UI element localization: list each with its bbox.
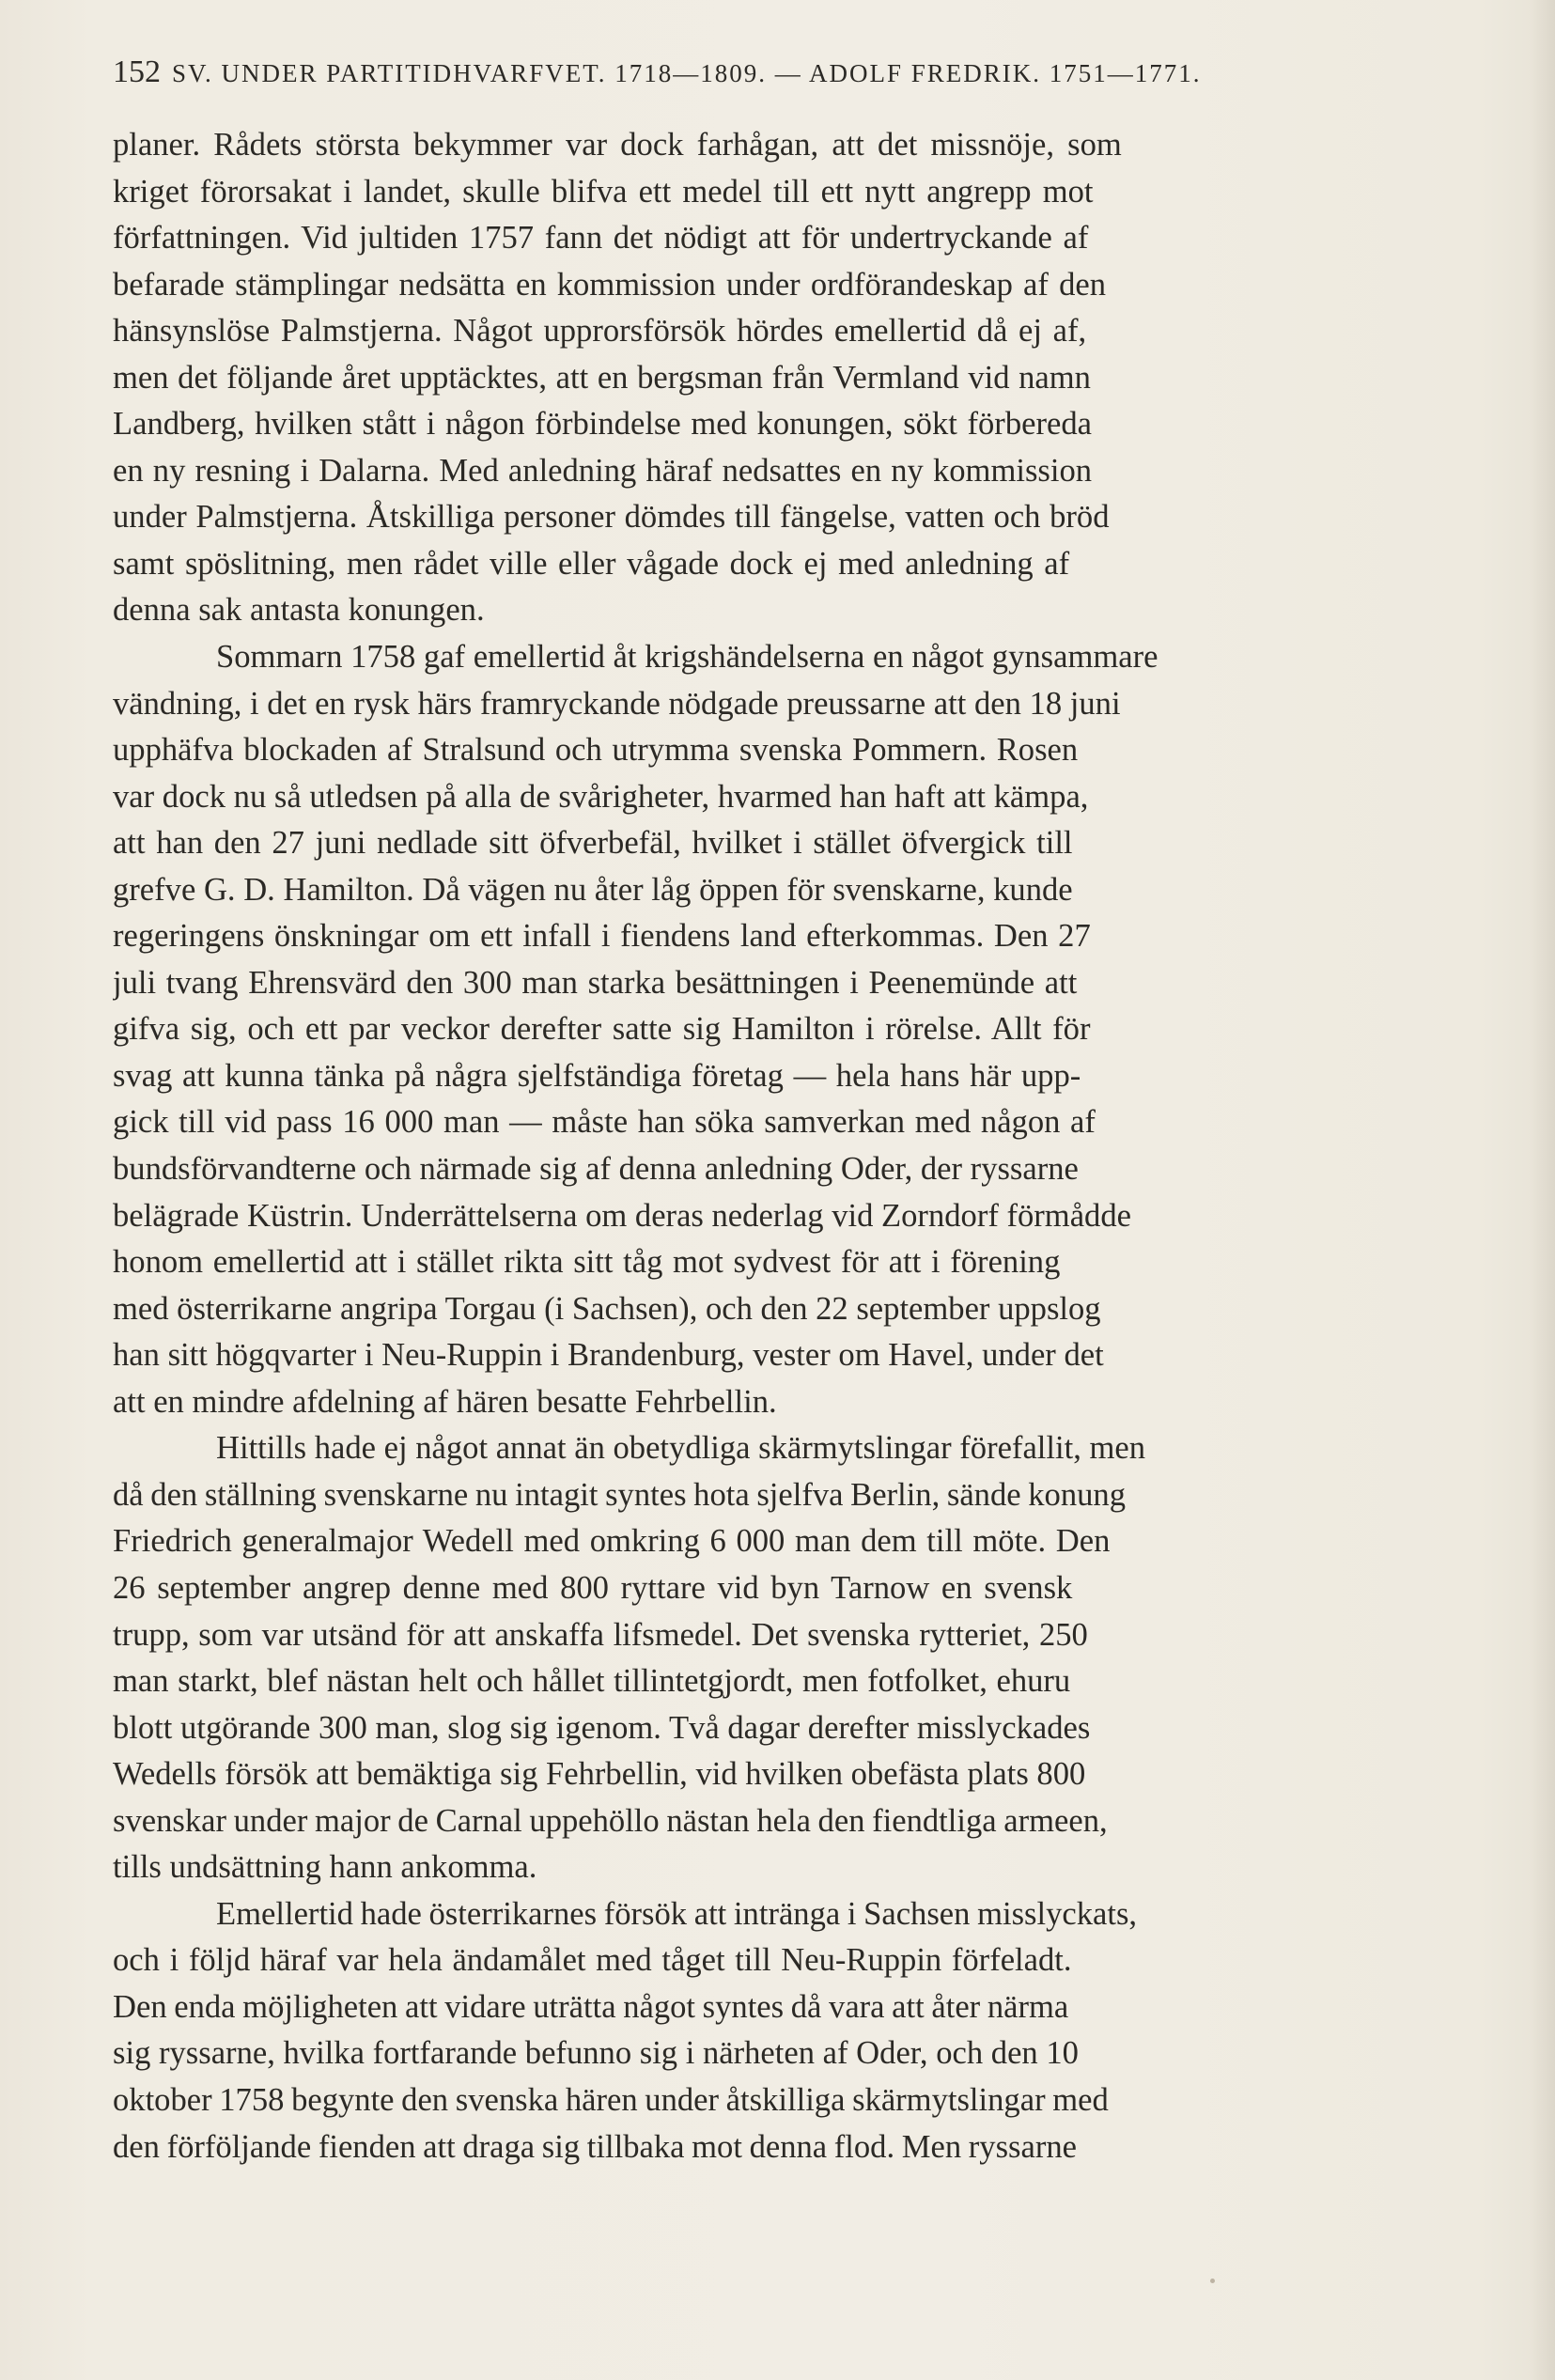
text-line: bundsförvandterne och närmade sig af denna anledning Oder, der ryssarne: [113, 1151, 1079, 1188]
text-line: grefve G. D. Hamilton. Då vägen nu åter låg öppen för svenskarne, kunde: [113, 871, 1073, 908]
text-line: regeringens önskningar om ett infall i fiendens land efterkommas. Den 27: [113, 918, 1091, 955]
text-line: men det följande året upptäcktes, att en bergsman från Vermland vid namn: [113, 359, 1091, 396]
text-line: var dock nu så utledsen på alla de svårigheter, hvarmed han haft att kämpa,: [113, 778, 1089, 815]
text-line: Sommarn 1758 gaf emellertid åt krigshändelserna en något gynsammare: [216, 639, 1158, 676]
text-line: gifva sig, och ett par veckor derefter satte sig Hamilton i rörelse. Allt för: [113, 1011, 1091, 1048]
text-line: en ny resning i Dalarna. Med anledning häraf nedsattes en ny kommission: [113, 452, 1093, 489]
page-number: 152: [113, 54, 161, 89]
text-line: med österrikarne angripa Torgau (i Sachsen), och den 22 september uppslog: [113, 1290, 1101, 1327]
text-line: författningen. Vid jultiden 1757 fann det nödigt att för undertryckande af: [113, 220, 1089, 257]
paper-blemish: [1210, 2279, 1215, 2283]
text-line: man starkt, blef nästan helt och hållet tillintetgjordt, men fotfolket, ehuru: [113, 1663, 1071, 1700]
text-line: Landberg, hvilken stått i någon förbindelse med konungen, sökt förbereda: [113, 406, 1092, 443]
text-line: kriget förorsakat i landet, skulle blifva ett medel till ett nytt angrepp mot: [113, 173, 1094, 210]
running-title: SV. UNDER PARTITIDHVARFVET. 1718—1809. — ADOLF FREDRIK. 1751—1771.: [172, 59, 1202, 87]
text-line: svag att kunna tänka på några sjelfständiga företag — hela hans här upp-: [113, 1057, 1081, 1094]
text-line: oktober 1758 begynte den svenska hären under åtskilliga skärmytslingar med: [113, 2081, 1109, 2118]
body-text: [113, 122, 1466, 2170]
text-line: Emellertid hade österrikarnes försök att intränga i Sachsen misslyckats,: [216, 1895, 1138, 1932]
text-line: Friedrich generalmajor Wedell med omkring 6 000 man dem till möte. Den: [113, 1523, 1111, 1560]
text-line: svenskar under major de Carnal uppehöllo nästan hela den fiendtliga armeen,: [113, 1802, 1108, 1839]
text-line: Den enda möjligheten att vidare uträtta något syntes då vara att åter närma: [113, 1988, 1069, 2025]
text-line: belägrade Küstrin. Underrättelserna om deras nederlag vid Zorndorf förmådde: [113, 1197, 1131, 1234]
text-line: samt spöslitning, men rådet ville eller vågade dock ej med anledning af: [113, 545, 1070, 582]
text-line: den förföljande fienden att draga sig tillbaka mot denna flod. Men ryssarne: [113, 2128, 1078, 2165]
text-line: juli tvang Ehrensvärd den 300 man starka besättningen i Peenemünde att: [113, 964, 1078, 1001]
text-line: befarade stämplingar nedsätta en kommission under ordförandeskap af den: [113, 266, 1106, 303]
text-line: då den ställning svenskarne nu intagit syntes hota sjelfva Berlin, sände konung: [113, 1476, 1126, 1513]
text-line: honom emellertid att i stället rikta sitt tåg mot sydvest för att i förening: [113, 1244, 1061, 1281]
page-edge-shadow: [1531, 0, 1555, 2380]
text-line: blott utgörande 300 man, slog sig igenom. Två dagar derefter misslyckades: [113, 1709, 1091, 1746]
text-line: planer. Rådets största bekymmer var dock farhågan, att det missnöje, som: [113, 127, 1122, 163]
text-line: han sitt högqvarter i Neu-Ruppin i Brandenburg, vester om Havel, under det: [113, 1337, 1104, 1374]
text-line: Wedells försök att bemäktiga sig Fehrbellin, vid hvilken obefästa plats 800: [113, 1756, 1086, 1793]
text-line: vändning, i det en rysk härs framryckande nödgade preussarne att den 18 juni: [113, 685, 1121, 722]
text-line: och i följd häraf var hela ändamålet med tåget till Neu-Ruppin förfeladt.: [113, 1942, 1072, 1979]
text-line: hänsynslöse Palmstjerna. Något upprorsförsök hördes emellertid då ej af,: [113, 313, 1087, 350]
text-line: gick till vid pass 16 000 man — måste han söka samverkan med någon af: [113, 1104, 1096, 1141]
text-line: Hittills hade ej något annat än obetydliga skärmytslingar förefallit, men: [216, 1430, 1146, 1467]
text-line: denna sak antasta konungen.: [113, 592, 485, 629]
text-line: sig ryssarne, hvilka fortfarande befunno sig i närheten af Oder, och den 10: [113, 2035, 1079, 2072]
text-line: att en mindre afdelning af hären besatte Fehrbellin.: [113, 1383, 777, 1420]
text-line: upphäfva blockaden af Stralsund och utrymma svenska Pommern. Rosen: [113, 732, 1079, 769]
text-line: under Palmstjerna. Åtskilliga personer dömdes till fängelse, vatten och bröd: [113, 499, 1110, 536]
running-header: [113, 54, 1466, 92]
text-line: att han den 27 juni nedlade sitt öfverbefäl, hvilket i stället öfvergick till: [113, 825, 1073, 862]
text-line: trupp, som var utsänd för att anskaffa lifsmedel. Det svenska rytteriet, 250: [113, 1616, 1088, 1653]
text-line: 26 september angrep denne med 800 ryttare vid byn Tarnow en svensk: [113, 1569, 1073, 1606]
text-line: tills undsättning hann ankomma.: [113, 1849, 537, 1886]
